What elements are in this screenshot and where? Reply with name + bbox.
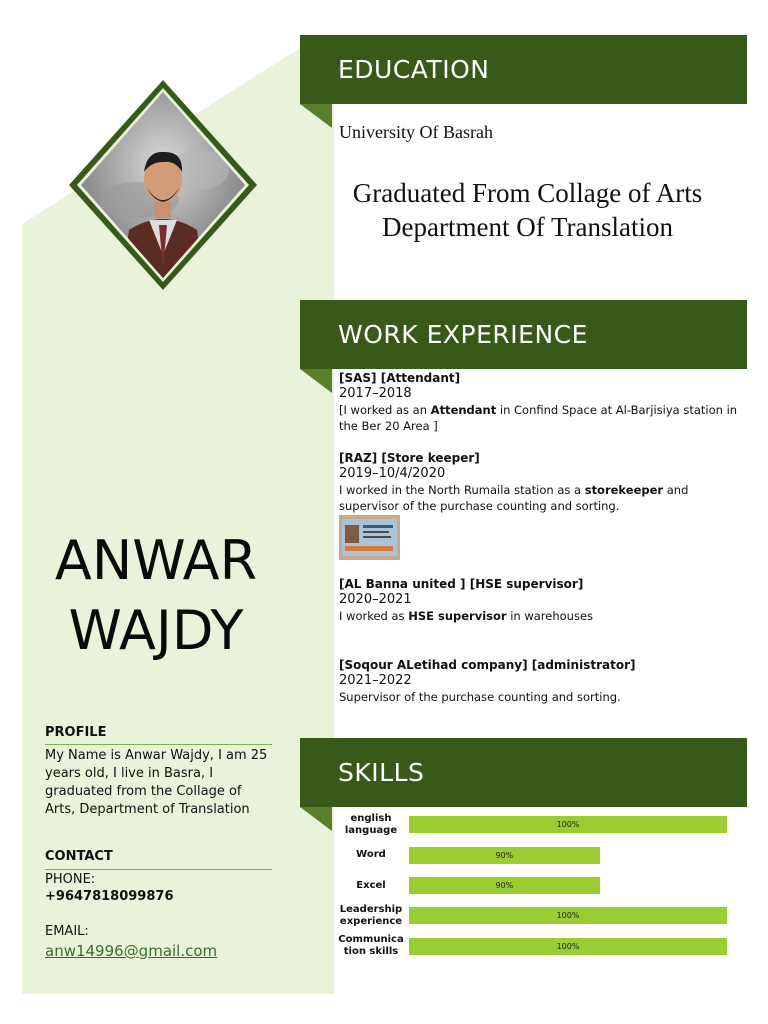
skill-label-english: english language <box>344 813 398 836</box>
job-description: I worked in the North Rumaila station as a storekeeper and supervisor of the purchase counting and sorting. <box>339 483 689 513</box>
job-dates: 2020–2021 <box>339 592 412 607</box>
job-entry-albanna <box>339 577 739 624</box>
skill-percent: 90% <box>495 851 514 860</box>
skill-label-communication: Communica tion skills <box>338 934 404 957</box>
work-header <box>300 300 747 369</box>
profile-divider <box>45 744 272 745</box>
job-entry-raz <box>339 451 739 514</box>
job-entry-soqour <box>339 658 739 705</box>
education-degree-line2: Department Of Translation <box>382 212 673 242</box>
skills-header <box>300 738 747 807</box>
job-dates: 2019–10/4/2020 <box>339 466 446 481</box>
job-title: [RAZ] [Store keeper] <box>339 451 480 465</box>
job-description: [I worked as an Attendant in Confind Space at Al-Barjisiya station in the Ber 20 Area ] <box>339 403 738 433</box>
id-card-image <box>339 515 400 560</box>
contact-title: CONTACT <box>45 849 113 864</box>
education-header <box>300 35 747 104</box>
education-degree-line1: Graduated From Collage of Arts <box>352 178 703 208</box>
education-title: EDUCATION <box>338 55 490 84</box>
name-last: WAJDY <box>68 599 244 662</box>
job-description: I worked as HSE supervisor in warehouses <box>339 609 594 623</box>
contact-divider <box>45 869 272 870</box>
email-label: EMAIL: <box>45 924 89 939</box>
skill-label-excel: Excel <box>356 880 386 891</box>
work-title: WORK EXPERIENCE <box>338 320 588 349</box>
profile-title: PROFILE <box>45 725 107 740</box>
name-first: ANWAR <box>54 529 258 592</box>
skill-bar-word <box>409 847 727 864</box>
skill-percent: 100% <box>556 911 580 920</box>
profile-photo <box>69 80 257 290</box>
skill-bar-leadership <box>409 907 727 924</box>
job-title: [SAS] [Attendant] <box>339 371 461 385</box>
phone-label: PHONE: <box>45 872 96 887</box>
job-description: Supervisor of the purchase counting and sorting. <box>339 690 621 704</box>
skill-label-leadership: Leadership experience <box>339 904 403 927</box>
profile-text: My Name is Anwar Wajdy, I am 25 years old, I live in Basra, I graduated from the Collage of Arts, Department of Translation <box>45 748 268 817</box>
job-dates: 2021–2022 <box>339 673 412 688</box>
job-entry-sas <box>339 371 739 434</box>
skill-percent: 100% <box>556 942 580 951</box>
phone-value: +9647818099876 <box>45 889 174 904</box>
skill-bar-english <box>409 816 727 833</box>
education-degree <box>330 176 725 244</box>
education-university: University Of Basrah <box>339 122 493 142</box>
skills-title: SKILLS <box>338 758 425 787</box>
skill-percent: 100% <box>556 820 580 829</box>
email-link[interactable]: anw14996@gmail.com <box>45 942 218 960</box>
skill-percent: 90% <box>495 881 514 890</box>
skill-bar-excel <box>409 877 727 894</box>
job-dates: 2017–2018 <box>339 386 412 401</box>
skill-bar-communication <box>409 938 727 955</box>
job-title: [Soqour ALetihad company] [administrator] <box>339 658 636 672</box>
skill-label-word: Word <box>356 849 386 860</box>
job-title: [AL Banna united ] [HSE supervisor] <box>339 577 584 591</box>
